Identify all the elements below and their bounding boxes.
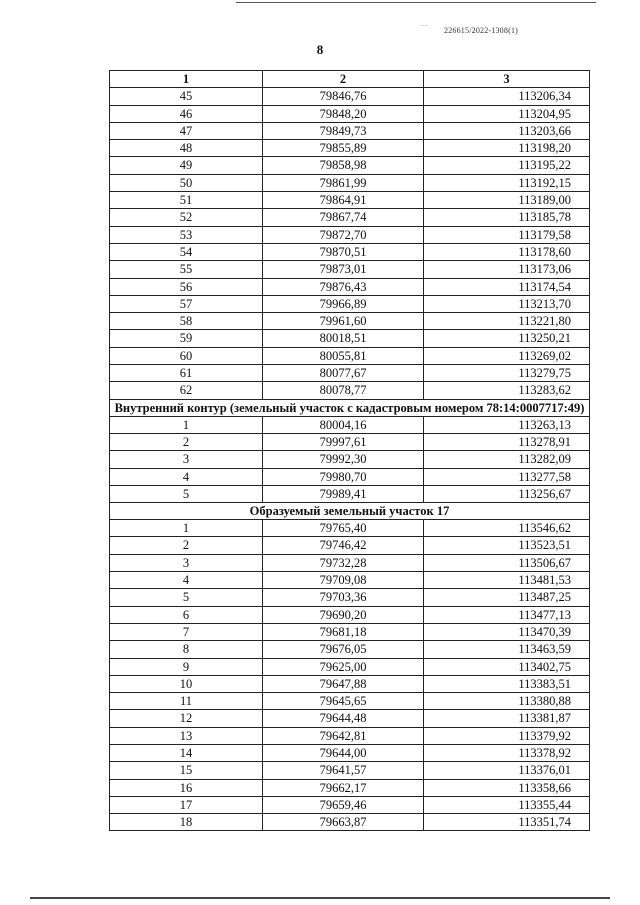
table-body [110,88,590,831]
x-coordinate-cell: 79980,70 [263,468,424,485]
point-number-cell: 4 [110,468,263,485]
table-row [110,226,590,243]
table-row [110,762,590,779]
point-number-cell: 13 [110,727,263,744]
y-coordinate-cell: 113380,88 [424,693,590,710]
x-coordinate-cell: 79855,89 [263,140,424,157]
table-row [110,641,590,658]
y-coordinate-cell: 113174,54 [424,278,590,295]
x-coordinate-cell: 79703,36 [263,589,424,606]
x-coordinate-cell: 80055,81 [263,347,424,364]
table-row [110,589,590,606]
point-number-cell: 17 [110,796,263,813]
point-number-cell: 45 [110,88,263,105]
point-number-cell: 48 [110,140,263,157]
table-row [110,693,590,710]
table-row [110,814,590,831]
y-coordinate-cell: 113470,39 [424,623,590,640]
y-coordinate-cell: 113283,62 [424,382,590,399]
x-coordinate-cell: 79861,99 [263,174,424,191]
x-coordinate-cell: 79989,41 [263,485,424,502]
point-number-cell: 53 [110,226,263,243]
table-row [110,278,590,295]
table-row [110,606,590,623]
point-number-cell: 11 [110,693,263,710]
table-row [110,243,590,260]
table-row [110,192,590,209]
coordinates-table [109,70,590,831]
x-coordinate-cell: 79644,48 [263,710,424,727]
table-header-row [110,71,590,88]
point-number-cell: 10 [110,675,263,692]
column-header: 1 [110,71,263,88]
x-coordinate-cell: 79645,65 [263,693,424,710]
y-coordinate-cell: 113189,00 [424,192,590,209]
x-coordinate-cell: 79876,43 [263,278,424,295]
point-number-cell: 1 [110,416,263,433]
table-row [110,88,590,105]
point-number-cell: 57 [110,295,263,312]
y-coordinate-cell: 113383,51 [424,675,590,692]
y-coordinate-cell: 113206,34 [424,88,590,105]
table-row [110,779,590,796]
y-coordinate-cell: 113256,67 [424,485,590,502]
x-coordinate-cell: 79625,00 [263,658,424,675]
top-rule [236,2,596,3]
table-row [110,416,590,433]
point-number-cell: 50 [110,174,263,191]
table-row [110,140,590,157]
y-coordinate-cell: 113402,75 [424,658,590,675]
x-coordinate-cell: 79746,42 [263,537,424,554]
point-number-cell: 56 [110,278,263,295]
y-coordinate-cell: 113378,92 [424,744,590,761]
section-title: Внутренний контур (земельный участок с кадастровым номером 78:14:0007717:49) [110,399,590,416]
x-coordinate-cell: 79849,73 [263,122,424,139]
table-row [110,727,590,744]
y-coordinate-cell: 113282,09 [424,451,590,468]
point-number-cell: 18 [110,814,263,831]
x-coordinate-cell: 79690,20 [263,606,424,623]
x-coordinate-cell: 79659,46 [263,796,424,813]
point-number-cell: 59 [110,330,263,347]
x-coordinate-cell: 80018,51 [263,330,424,347]
table-row [110,675,590,692]
x-coordinate-cell: 79966,89 [263,295,424,312]
y-coordinate-cell: 113379,92 [424,727,590,744]
y-coordinate-cell: 113203,66 [424,122,590,139]
x-coordinate-cell: 79765,40 [263,520,424,537]
x-coordinate-cell: 79663,87 [263,814,424,831]
x-coordinate-cell: 79676,05 [263,641,424,658]
y-coordinate-cell: 113198,20 [424,140,590,157]
y-coordinate-cell: 113173,06 [424,261,590,278]
point-number-cell: 12 [110,710,263,727]
point-number-cell: 47 [110,122,263,139]
y-coordinate-cell: 113351,74 [424,814,590,831]
y-coordinate-cell: 113376,01 [424,762,590,779]
column-header: 3 [424,71,590,88]
y-coordinate-cell: 113221,80 [424,313,590,330]
y-coordinate-cell: 113523,51 [424,537,590,554]
column-header: 2 [263,71,424,88]
x-coordinate-cell: 79873,01 [263,261,424,278]
y-coordinate-cell: 113277,58 [424,468,590,485]
y-coordinate-cell: 113481,53 [424,572,590,589]
table-row [110,174,590,191]
x-coordinate-cell: 80078,77 [263,382,424,399]
x-coordinate-cell: 79864,91 [263,192,424,209]
y-coordinate-cell: 113546,62 [424,520,590,537]
section-header-row [110,399,590,416]
table-row [110,520,590,537]
table-row [110,105,590,122]
x-coordinate-cell: 79858,98 [263,157,424,174]
y-coordinate-cell: 113278,91 [424,433,590,450]
section-header-row [110,503,590,520]
x-coordinate-cell: 79992,30 [263,451,424,468]
x-coordinate-cell: 79961,60 [263,313,424,330]
point-number-cell: 3 [110,554,263,571]
x-coordinate-cell: 79867,74 [263,209,424,226]
point-number-cell: 62 [110,382,263,399]
x-coordinate-cell: 79997,61 [263,433,424,450]
y-coordinate-cell: 113477,13 [424,606,590,623]
point-number-cell: 55 [110,261,263,278]
x-coordinate-cell: 79870,51 [263,243,424,260]
table-row [110,295,590,312]
x-coordinate-cell: 79681,18 [263,623,424,640]
table-row [110,122,590,139]
table-row [110,347,590,364]
table-row [110,537,590,554]
y-coordinate-cell: 113250,21 [424,330,590,347]
table-row [110,261,590,278]
document-number: 226615/2022-1308(1) [444,26,519,35]
y-coordinate-cell: 113192,15 [424,174,590,191]
table-row [110,572,590,589]
point-number-cell: 9 [110,658,263,675]
y-coordinate-cell: 113204,95 [424,105,590,122]
table-row [110,658,590,675]
table-row [110,382,590,399]
x-coordinate-cell: 79641,57 [263,762,424,779]
point-number-cell: 60 [110,347,263,364]
x-coordinate-cell: 79647,88 [263,675,424,692]
x-coordinate-cell: 79732,28 [263,554,424,571]
table-row [110,157,590,174]
y-coordinate-cell: 113355,44 [424,796,590,813]
table-row [110,365,590,382]
point-number-cell: 2 [110,433,263,450]
y-coordinate-cell: 113279,75 [424,365,590,382]
point-number-cell: 51 [110,192,263,209]
table-row [110,313,590,330]
table-row [110,485,590,502]
y-coordinate-cell: 113487,25 [424,589,590,606]
table-row [110,451,590,468]
y-coordinate-cell: 113178,60 [424,243,590,260]
table-row [110,623,590,640]
table-row [110,710,590,727]
bottom-rule [30,897,610,899]
point-number-cell: 16 [110,779,263,796]
point-number-cell: 6 [110,606,263,623]
scan-mark: ⁻⁻ [420,23,429,32]
point-number-cell: 5 [110,485,263,502]
table-row [110,468,590,485]
y-coordinate-cell: 113506,67 [424,554,590,571]
point-number-cell: 2 [110,537,263,554]
x-coordinate-cell: 79846,76 [263,88,424,105]
table-row [110,554,590,571]
point-number-cell: 4 [110,572,263,589]
table-row [110,744,590,761]
y-coordinate-cell: 113213,70 [424,295,590,312]
table-row [110,433,590,450]
point-number-cell: 58 [110,313,263,330]
point-number-cell: 3 [110,451,263,468]
x-coordinate-cell: 80077,67 [263,365,424,382]
table-row [110,796,590,813]
section-title: Образуемый земельный участок 17 [110,503,590,520]
table-row [110,330,590,347]
y-coordinate-cell: 113263,13 [424,416,590,433]
y-coordinate-cell: 113463,59 [424,641,590,658]
point-number-cell: 49 [110,157,263,174]
point-number-cell: 46 [110,105,263,122]
point-number-cell: 8 [110,641,263,658]
y-coordinate-cell: 113185,78 [424,209,590,226]
x-coordinate-cell: 79872,70 [263,226,424,243]
y-coordinate-cell: 113381,87 [424,710,590,727]
point-number-cell: 1 [110,520,263,537]
point-number-cell: 5 [110,589,263,606]
point-number-cell: 15 [110,762,263,779]
x-coordinate-cell: 79848,20 [263,105,424,122]
point-number-cell: 14 [110,744,263,761]
point-number-cell: 61 [110,365,263,382]
x-coordinate-cell: 79709,08 [263,572,424,589]
x-coordinate-cell: 80004,16 [263,416,424,433]
x-coordinate-cell: 79644,00 [263,744,424,761]
y-coordinate-cell: 113358,66 [424,779,590,796]
x-coordinate-cell: 79642,81 [263,727,424,744]
point-number-cell: 52 [110,209,263,226]
page-number: 8 [316,42,324,57]
point-number-cell: 7 [110,623,263,640]
point-number-cell: 54 [110,243,263,260]
y-coordinate-cell: 113179,58 [424,226,590,243]
y-coordinate-cell: 113269,02 [424,347,590,364]
y-coordinate-cell: 113195,22 [424,157,590,174]
table-row [110,209,590,226]
x-coordinate-cell: 79662,17 [263,779,424,796]
